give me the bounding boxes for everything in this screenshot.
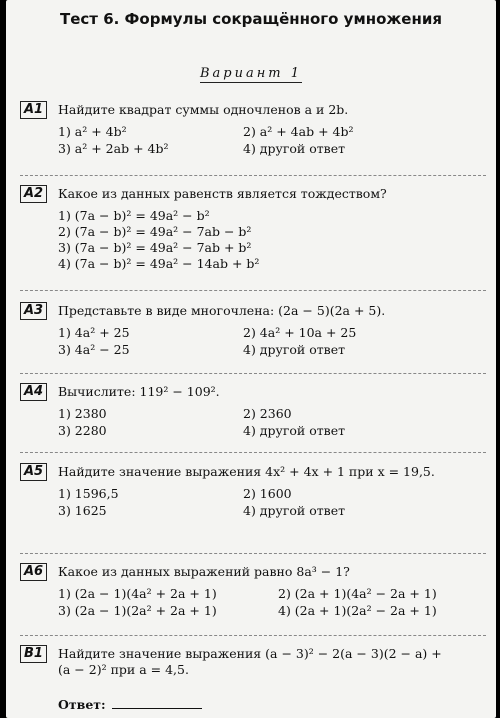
option-4[interactable]: 4) другой ответ (243, 423, 346, 438)
question-label: B1 (20, 645, 47, 663)
option-3[interactable]: 3) 1625 (58, 503, 107, 518)
question-text: Найдите значение выражения 4x² + 4x + 1 при x = 19,5. (58, 464, 435, 479)
option-3[interactable]: 3) (7a − b)² = 49a² − 7ab + b² (58, 240, 252, 255)
option-3[interactable]: 3) 2280 (58, 423, 107, 438)
option-4[interactable]: 4) другой ответ (243, 141, 346, 156)
question-label: A1 (20, 101, 47, 119)
question-a6 (20, 564, 486, 619)
option-1[interactable]: 1) 2380 (58, 406, 107, 421)
question-text: Представьте в виде многочлена: (2a − 5)(2a + 5). (58, 303, 386, 318)
options (20, 124, 486, 157)
option-1[interactable]: 1) 1596,5 (58, 486, 119, 501)
option-3[interactable]: 3) a² + 2ab + 4b² (58, 141, 169, 156)
option-2[interactable]: 2) 2360 (243, 406, 292, 421)
question-label: A6 (20, 563, 47, 581)
option-1[interactable]: 1) (2a − 1)(4a² + 2a + 1) (58, 586, 217, 601)
option-4[interactable]: 4) другой ответ (243, 342, 346, 357)
options (20, 208, 486, 272)
option-4[interactable]: 4) другой ответ (243, 503, 346, 518)
divider (20, 553, 486, 554)
question-a1 (20, 102, 486, 157)
divider (20, 373, 486, 374)
question-a2 (20, 186, 486, 272)
option-3[interactable]: 3) 4a² − 25 (58, 342, 130, 357)
divider (20, 452, 486, 453)
question-a3 (20, 303, 486, 358)
question-a5 (20, 464, 486, 519)
question-text: Найдите квадрат суммы одночленов a и 2b. (58, 102, 349, 117)
answer-label: Ответ: (58, 697, 106, 712)
divider (20, 175, 486, 176)
question-text: Какое из данных выражений равно 8a³ − 1? (58, 564, 350, 579)
question-label: A4 (20, 383, 47, 401)
option-2[interactable]: 2) a² + 4ab + 4b² (243, 124, 354, 139)
answer-row (58, 697, 202, 712)
option-2[interactable]: 2) 4a² + 10a + 25 (243, 325, 357, 340)
options (20, 486, 486, 519)
option-4[interactable]: 4) (7a − b)² = 49a² − 14ab + b² (58, 256, 260, 271)
options (20, 325, 486, 358)
options (20, 406, 486, 439)
option-4[interactable]: 4) (2a + 1)(2a² − 2a + 1) (278, 603, 437, 618)
question-text: Какое из данных равенств является тождеством? (58, 186, 387, 201)
option-1[interactable]: 1) 4a² + 25 (58, 325, 130, 340)
option-3[interactable]: 3) (2a − 1)(2a² + 2a + 1) (58, 603, 217, 618)
question-label: A5 (20, 463, 47, 481)
question-b1 (20, 646, 486, 678)
option-2[interactable]: 2) 1600 (243, 486, 292, 501)
divider (20, 290, 486, 291)
option-2[interactable]: 2) (2a + 1)(4a² − 2a + 1) (278, 586, 437, 601)
option-1[interactable]: 1) a² + 4b² (58, 124, 127, 139)
question-label: A3 (20, 302, 47, 320)
option-2[interactable]: 2) (7a − b)² = 49a² − 7ab − b² (58, 224, 252, 239)
test-page (6, 0, 496, 718)
variant-heading: Вариант 1 (199, 66, 303, 81)
answer-field[interactable] (112, 698, 202, 709)
divider (20, 635, 486, 636)
question-a4 (20, 384, 486, 439)
question-text: Вычислите: 119² − 109². (58, 384, 220, 399)
option-1[interactable]: 1) (7a − b)² = 49a² − b² (58, 208, 210, 223)
options (20, 586, 486, 619)
question-label: A2 (20, 185, 47, 203)
question-text: Найдите значение выражения (a − 3)² − 2(a − 3)(2 − a) + (a − 2)² при a = 4,5. (58, 646, 442, 677)
page-title: Тест 6. Формулы сокращённого умножения (59, 10, 442, 28)
